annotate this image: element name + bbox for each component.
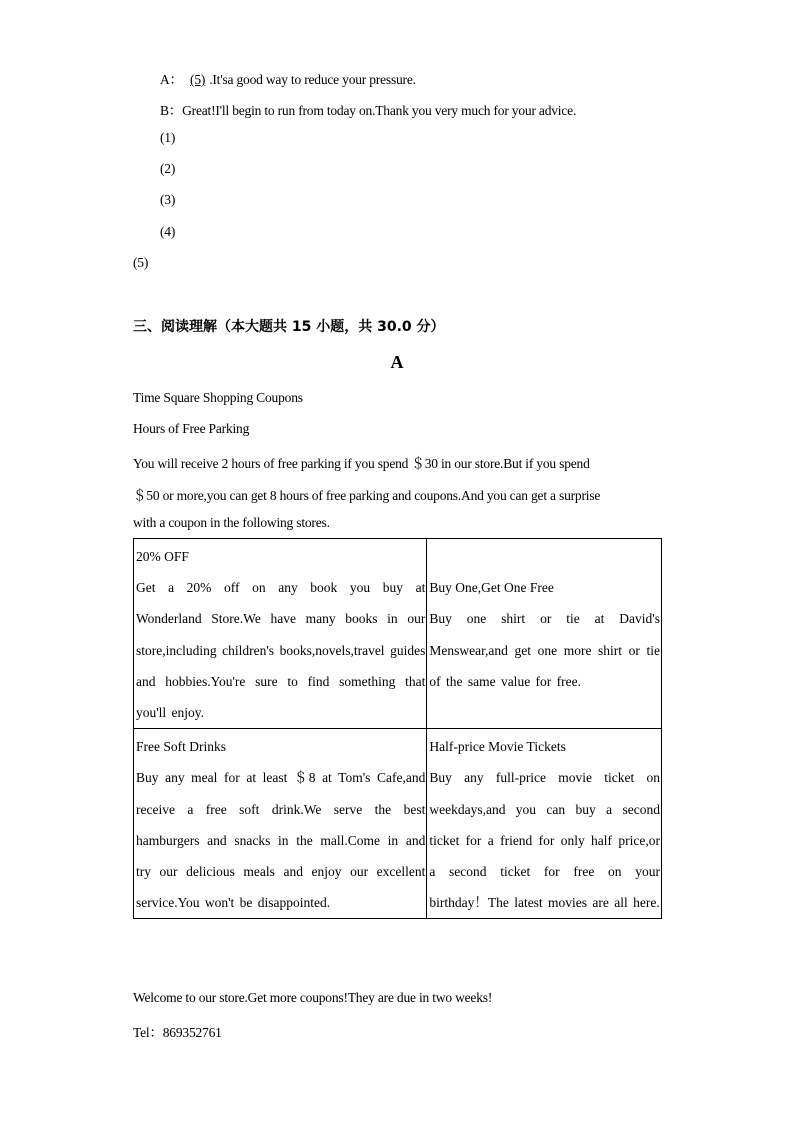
coupon-title: Free Soft Drinks (136, 739, 226, 755)
answer-label-1: (1) (160, 130, 176, 145)
welcome-text: Welcome to our store.Get more coupons!They are due in two weeks! (133, 990, 493, 1005)
coupon-table (133, 538, 662, 919)
answer-label-3: (3) (160, 192, 176, 207)
passage-subtitle: Hours of Free Parking (133, 421, 250, 436)
coupon-title: 20% OFF (136, 549, 189, 564)
answer-label-5: (5) (133, 255, 149, 270)
coupon-cell (134, 539, 427, 729)
answer-label-4: (4) (160, 224, 176, 239)
coupon-body: Buy one shirt or tie at David's Menswear,and get one more shirt or tie of the same value for free. (429, 611, 660, 689)
speaker-b: B： (160, 103, 183, 118)
coupon-row (134, 539, 662, 729)
coupon-body: Buy any full-price movie ticket on weekdays,and you can buy a second ticket for a friend for only half price,or a second ticket for free on your birthday！The latest movies are all here. (429, 770, 660, 911)
dialogue-line-a5 (160, 68, 416, 88)
speaker-a: A： (160, 72, 183, 87)
coupon-row (134, 729, 662, 919)
telephone: Tel：869352761 (133, 1025, 222, 1040)
coupon-cell (427, 539, 662, 729)
coupon-title: Buy One,Get One Free (429, 580, 554, 596)
coupon-body: Get a 20% off on any book you buy at Wonderland Store.We have many books in our store,including children's books,novels,travel guides and hobbies.You're sure to find something that you'll enjoy. (136, 580, 426, 721)
coupon-cell (427, 729, 662, 919)
passage-title: Time Square Shopping Coupons (133, 390, 303, 405)
passage-letter: A (390, 352, 404, 372)
answer-label-2: (2) (160, 161, 176, 176)
coupon-title: Half-price Movie Tickets (429, 739, 566, 755)
dialogue-text-a5: .It'sa good way to reduce your pressure. (209, 72, 416, 87)
answer-blank-5[interactable]: (5) (190, 72, 206, 87)
section-heading: 三、阅读理解（本大题共 15 小题，共 30.0 分） (133, 319, 445, 335)
coupon-cell (134, 729, 427, 919)
passage-intro-line-1: You will receive 2 hours of free parking if you spend ＄30 in our store.But if you spend (133, 456, 590, 471)
coupon-body: Buy any meal for at least ＄8 at Tom's Cafe,and receive a free soft drink.We serve the best hamburgers and snacks in the mall.Come in and try our delicious meals and enjoy our excellent service.You won't be disappointed. (136, 770, 426, 911)
dialogue-text-b: Great!I'll begin to run from today on.Thank you very much for your advice. (182, 103, 577, 118)
passage-intro-line-2: ＄50 or more,you can get 8 hours of free parking and coupons.And you can get a surprise (133, 488, 601, 503)
dialogue-line-b (160, 99, 576, 119)
passage-intro-line-3: with a coupon in the following stores. (133, 515, 330, 530)
